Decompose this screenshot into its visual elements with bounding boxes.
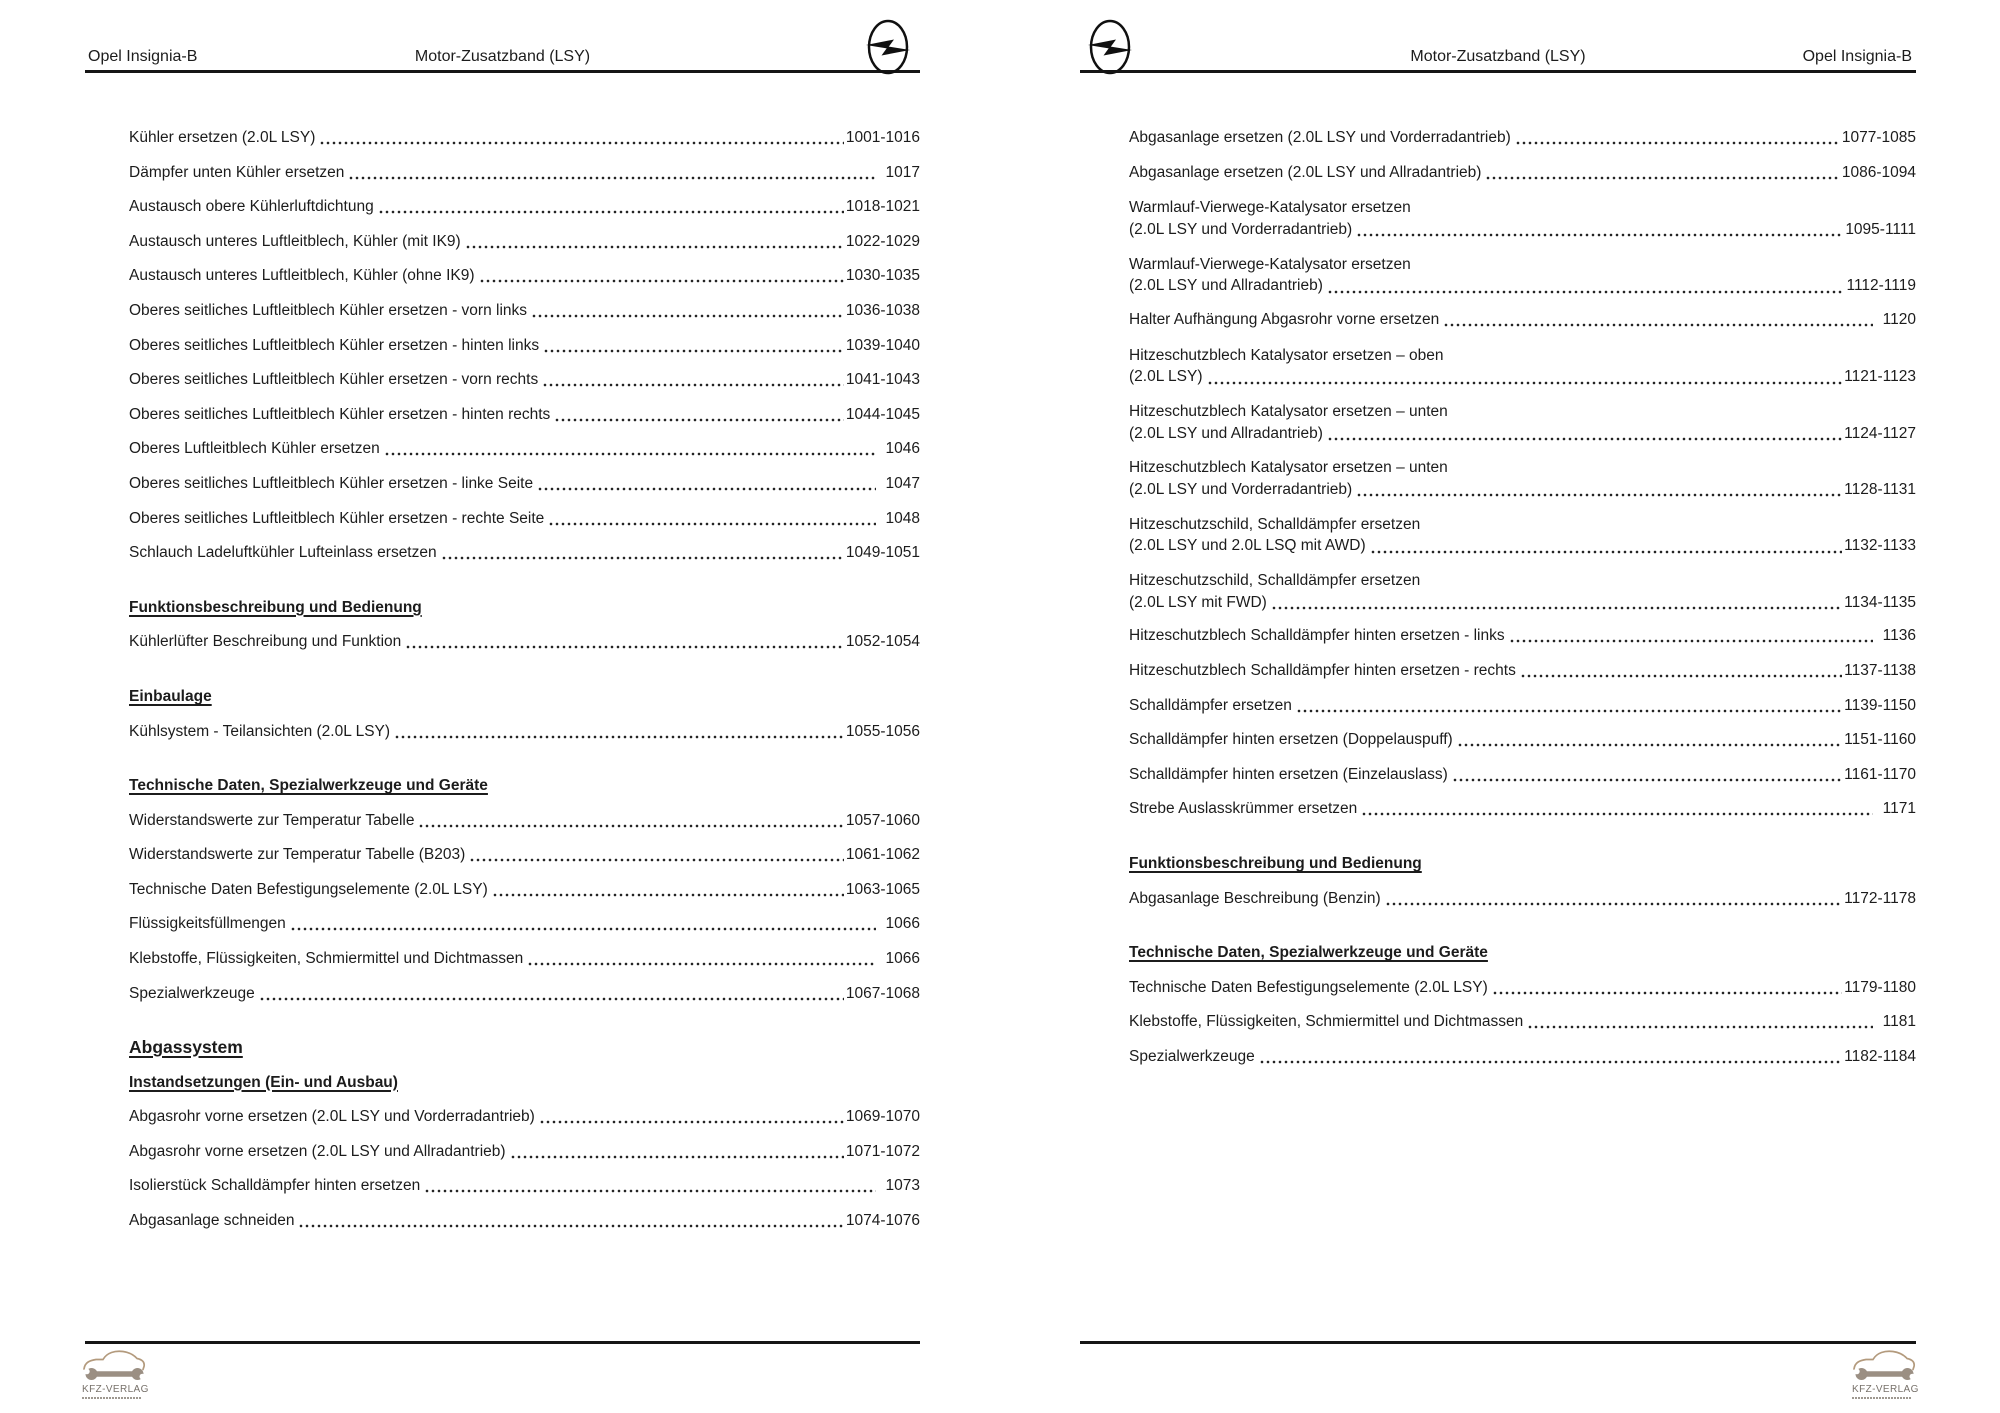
toc-entry-label: Austausch unteres Luftleitblech, Kühler (ohne IK9) xyxy=(129,267,475,285)
toc-entry-line2 xyxy=(1129,275,1916,297)
opel-logo-icon xyxy=(1088,17,1132,77)
toc-entry xyxy=(129,474,920,494)
toc-entry xyxy=(129,811,920,831)
toc-entry-label: (2.0L LSY und Vorderradantrieb) xyxy=(1129,220,1353,238)
section-heading: Technische Daten, Spezialwerkzeuge und Geräte xyxy=(1129,944,1488,962)
toc-entry xyxy=(1129,254,1916,297)
left-page-footer-rule xyxy=(85,1341,920,1344)
toc-entry-line2 xyxy=(1129,423,1916,445)
toc-leader-dots xyxy=(379,210,844,214)
toc-leader-dots xyxy=(511,1155,844,1159)
toc-entry-label: Oberes seitliches Luftleitblech Kühler ersetzen - vorn rechts xyxy=(129,371,539,389)
toc-page-number: 1041-1043 xyxy=(845,371,920,389)
toc-entry xyxy=(1129,514,1916,557)
toc-page-number: 1182-1184 xyxy=(1844,1047,1916,1065)
toc-page-number: 1057-1060 xyxy=(845,811,920,829)
right-page-footer-rule xyxy=(1080,1341,1916,1344)
toc-entry xyxy=(1129,1047,1916,1067)
toc-leader-dots xyxy=(1328,437,1842,441)
toc-page-number: 1112-1119 xyxy=(1846,277,1916,295)
toc-page-number: 1151-1160 xyxy=(1844,731,1916,749)
opel-logo-icon xyxy=(866,17,910,77)
toc-entry-label: Hitzeschutzblech Katalysator ersetzen – unten xyxy=(1129,402,1448,420)
toc-leader-dots xyxy=(1272,606,1842,610)
toc-entry xyxy=(129,632,920,652)
toc-entry-label: (2.0L LSY und Allradantrieb) xyxy=(1129,277,1323,295)
kfz-verlag-wordmark: KFZ-VERLAG xyxy=(82,1384,149,1395)
toc-leader-dots xyxy=(1486,176,1839,180)
kfz-verlag-logo xyxy=(82,1347,148,1399)
toc-entry xyxy=(1129,345,1916,388)
toc-entry-label: Spezialwerkzeuge xyxy=(1129,1047,1255,1065)
toc-entry-label: Kühlerlüfter Beschreibung und Funktion xyxy=(129,633,402,651)
toc-page-number: 1066 xyxy=(885,950,920,968)
toc-page-number: 1039-1040 xyxy=(845,336,920,354)
toc-page-number: 1172-1178 xyxy=(1844,889,1916,907)
right-page-header-rule xyxy=(1080,70,1916,73)
toc-entry-label: Schalldämpfer hinten ersetzen (Doppelauspuff) xyxy=(1129,731,1453,749)
toc-leader-dots xyxy=(1371,550,1843,554)
toc-entry xyxy=(129,439,920,459)
section-heading: Abgassystem xyxy=(129,1036,243,1057)
toc-entry xyxy=(1129,1012,1916,1032)
left-page-header-model: Opel Insignia-B xyxy=(88,48,198,65)
toc-leader-dots xyxy=(1528,1025,1872,1029)
toc-leader-dots xyxy=(299,1224,843,1228)
toc-entry-label: Abgasrohr vorne ersetzen (2.0L LSY und Vorderradantrieb) xyxy=(129,1108,535,1126)
toc-entry xyxy=(129,880,920,900)
kfz-verlag-tagline xyxy=(82,1397,142,1400)
toc-entry-label: Widerstandswerte zur Temperatur Tabelle xyxy=(129,811,415,829)
toc-leader-dots xyxy=(555,418,844,422)
toc-page-number: 1055-1056 xyxy=(845,722,920,740)
toc-leader-dots xyxy=(1458,743,1842,747)
toc-entry-label: Oberes Luftleitblech Kühler ersetzen xyxy=(129,440,380,458)
toc-entry xyxy=(129,543,920,563)
kfz-verlag-wordmark: KFZ-VERLAG xyxy=(1852,1384,1919,1395)
toc-entry-label: Flüssigkeitsfüllmengen xyxy=(129,915,286,933)
toc-leader-dots xyxy=(543,383,844,387)
toc-entry xyxy=(129,845,920,865)
toc-entry-line2 xyxy=(1129,219,1916,241)
toc-leader-dots xyxy=(425,1189,875,1193)
toc-entry-label: Abgasanlage schneiden xyxy=(129,1212,295,1230)
toc-entry xyxy=(1129,163,1916,183)
toc-entry-label: Technische Daten Befestigungselemente (2.0L LSY) xyxy=(1129,978,1488,996)
toc-page-number: 1069-1070 xyxy=(845,1108,920,1126)
toc-leader-dots xyxy=(1510,639,1873,643)
toc-leader-dots xyxy=(1208,381,1843,385)
toc-entry xyxy=(129,984,920,1004)
toc-entry xyxy=(1129,765,1916,785)
left-page-header-title: Motor-Zusatzband (LSY) xyxy=(414,48,591,65)
toc-entry xyxy=(129,1176,920,1196)
toc-entry xyxy=(1129,730,1916,750)
toc-page-number: 1052-1054 xyxy=(845,633,920,651)
toc-page-number: 1181 xyxy=(1882,1013,1916,1031)
toc-leader-dots xyxy=(1521,674,1842,678)
toc-entry-label: Strebe Auslasskrümmer ersetzen xyxy=(1129,800,1358,818)
toc-entry xyxy=(1129,310,1916,330)
toc-entry-label: Hitzeschutzblech Schalldämpfer hinten ersetzen - links xyxy=(1129,627,1505,645)
toc-entry-label: Hitzeschutzblech Katalysator ersetzen – oben xyxy=(1129,346,1444,364)
toc-leader-dots xyxy=(1328,290,1845,294)
toc-entry xyxy=(1129,661,1916,681)
toc-entry xyxy=(1129,978,1916,998)
toc-entry xyxy=(1129,889,1916,909)
toc-entry-label: Spezialwerkzeuge xyxy=(129,984,255,1002)
toc-page-number: 1001-1016 xyxy=(845,129,920,146)
toc-entry-label: Kühlsystem - Teilansichten (2.0L LSY) xyxy=(129,722,391,740)
toc-page-number: 1067-1068 xyxy=(845,984,920,1002)
toc-entry-line2 xyxy=(1129,535,1916,557)
toc-entry xyxy=(129,370,920,390)
toc-page-number: 1030-1035 xyxy=(845,267,920,285)
toc-entry xyxy=(129,128,920,148)
right-page-toc xyxy=(1129,128,1916,1082)
section-heading: Technische Daten, Spezialwerkzeuge und Geräte xyxy=(129,777,488,795)
right-page-header-title: Motor-Zusatzband (LSY) xyxy=(1410,48,1586,65)
toc-page-number: 1066 xyxy=(885,915,920,933)
toc-entry-label: Isolierstück Schalldämpfer hinten ersetzen xyxy=(129,1177,421,1195)
toc-entry-label: Klebstoffe, Flüssigkeiten, Schmiermittel und Dichtmassen xyxy=(129,950,524,968)
toc-entry-label: Austausch obere Kühlerluftdichtung xyxy=(129,198,374,216)
toc-page-number: 1073 xyxy=(885,1177,920,1195)
toc-leader-dots xyxy=(1453,778,1842,782)
toc-entry-label: Oberes seitliches Luftleitblech Kühler ersetzen - hinten links xyxy=(129,336,540,354)
kfz-verlag-tagline xyxy=(1852,1397,1912,1400)
section-heading: Einbaulage xyxy=(129,687,212,705)
toc-entry xyxy=(129,722,920,742)
right-page-header-model: Opel Insignia-B xyxy=(1802,48,1912,65)
toc-leader-dots xyxy=(1260,1060,1842,1064)
toc-entry xyxy=(1129,696,1916,716)
toc-leader-dots xyxy=(419,824,843,828)
toc-page-number: 1061-1062 xyxy=(845,846,920,864)
toc-leader-dots xyxy=(528,962,875,966)
toc-page-number: 1063-1065 xyxy=(845,880,920,898)
toc-page-number: 1134-1135 xyxy=(1844,593,1916,611)
toc-leader-dots xyxy=(406,645,844,649)
toc-page-number: 1121-1123 xyxy=(1844,368,1916,386)
toc-leader-dots xyxy=(320,141,843,145)
toc-leader-dots xyxy=(1493,991,1842,995)
toc-entry-label: Abgasanlage ersetzen (2.0L LSY und Vorderradantrieb) xyxy=(1129,129,1511,146)
toc-page-number: 1132-1133 xyxy=(1844,537,1916,555)
toc-entry-label: Widerstandswerte zur Temperatur Tabelle (B203) xyxy=(129,846,466,864)
toc-entry-label: Oberes seitliches Luftleitblech Kühler ersetzen - linke Seite xyxy=(129,474,534,492)
toc-entry-label: Dämpfer unten Kühler ersetzen xyxy=(129,163,345,181)
toc-leader-dots xyxy=(466,245,844,249)
toc-leader-dots xyxy=(532,314,844,318)
toc-leader-dots xyxy=(480,279,844,283)
toc-page-number: 1074-1076 xyxy=(845,1212,920,1230)
toc-leader-dots xyxy=(385,452,876,456)
toc-entry-label: Schlauch Ladeluftkühler Lufteinlass ersetzen xyxy=(129,544,437,562)
toc-entry xyxy=(1129,570,1916,613)
toc-entry-line2 xyxy=(1129,366,1916,388)
toc-entry xyxy=(129,914,920,934)
toc-leader-dots xyxy=(540,1120,844,1124)
toc-page-number: 1171 xyxy=(1882,800,1916,818)
toc-leader-dots xyxy=(549,522,875,526)
toc-leader-dots xyxy=(442,556,844,560)
toc-entry-label: Hitzeschutzschild, Schalldämpfer ersetzen xyxy=(1129,572,1421,590)
toc-page-number: 1077-1085 xyxy=(1841,129,1916,146)
toc-page-number: 1128-1131 xyxy=(1844,480,1916,498)
toc-entry-label: Warmlauf-Vierwege-Katalysator ersetzen xyxy=(1129,199,1411,217)
toc-entry-label: Oberes seitliches Luftleitblech Kühler ersetzen - hinten rechts xyxy=(129,405,551,423)
section-heading: Instandsetzungen (Ein- und Ausbau) xyxy=(129,1073,398,1091)
toc-entry xyxy=(1129,128,1916,148)
kfz-car-wrench-icon xyxy=(82,1347,148,1380)
toc-page-number: 1086-1094 xyxy=(1841,163,1916,181)
toc-entry-label: Abgasrohr vorne ersetzen (2.0L LSY und Allradantrieb) xyxy=(129,1142,506,1160)
toc-entry xyxy=(129,949,920,969)
toc-leader-dots xyxy=(395,735,844,739)
toc-page-number: 1022-1029 xyxy=(845,232,920,250)
toc-entry-label: (2.0L LSY mit FWD) xyxy=(1129,593,1267,611)
toc-entry-label: Hitzeschutzblech Schalldämpfer hinten ersetzen - rechts xyxy=(1129,662,1516,679)
toc-entry-label: Oberes seitliches Luftleitblech Kühler ersetzen - vorn links xyxy=(129,301,528,319)
toc-entry xyxy=(129,336,920,356)
toc-entry xyxy=(129,301,920,321)
toc-leader-dots xyxy=(538,487,875,491)
toc-entry-label: Schalldämpfer ersetzen xyxy=(1129,696,1292,714)
toc-page-number: 1136 xyxy=(1882,627,1916,645)
toc-entry-label: Oberes seitliches Luftleitblech Kühler ersetzen - rechte Seite xyxy=(129,509,545,527)
toc-leader-dots xyxy=(1297,709,1842,713)
toc-entry-label: (2.0L LSY und Allradantrieb) xyxy=(1129,424,1323,442)
toc-entry xyxy=(1129,457,1916,500)
toc-page-number: 1161-1170 xyxy=(1844,765,1916,783)
toc-page-number: 1137-1138 xyxy=(1844,662,1916,679)
toc-leader-dots xyxy=(1357,233,1843,237)
toc-entry-label: Kühler ersetzen (2.0L LSY) xyxy=(129,129,316,146)
toc-leader-dots xyxy=(493,893,844,897)
toc-entry-label: (2.0L LSY und 2.0L LSQ mit AWD) xyxy=(1129,537,1366,555)
section-heading: Funktionsbeschreibung und Bedienung xyxy=(1129,854,1422,872)
toc-entry-label: Halter Aufhängung Abgasrohr vorne ersetzen xyxy=(1129,310,1440,328)
toc-entry-label: (2.0L LSY) xyxy=(1129,368,1203,386)
toc-page-number: 1017 xyxy=(885,163,920,181)
toc-entry xyxy=(129,1107,920,1127)
section-heading: Funktionsbeschreibung und Bedienung xyxy=(129,598,422,616)
toc-page-number: 1018-1021 xyxy=(845,198,920,216)
toc-leader-dots xyxy=(1357,493,1842,497)
toc-page-number: 1036-1038 xyxy=(845,301,920,319)
toc-leader-dots xyxy=(1386,902,1843,906)
toc-page-number: 1139-1150 xyxy=(1844,696,1916,714)
toc-entry-label: Abgasanlage Beschreibung (Benzin) xyxy=(1129,889,1381,907)
toc-entry xyxy=(129,266,920,286)
toc-leader-dots xyxy=(470,858,844,862)
toc-entry xyxy=(129,509,920,529)
toc-entry-label: Technische Daten Befestigungselemente (2.0L LSY) xyxy=(129,880,488,898)
toc-page-number: 1124-1127 xyxy=(1844,424,1916,442)
toc-entry xyxy=(129,232,920,252)
toc-entry-label: Hitzeschutzblech Katalysator ersetzen – unten xyxy=(1129,459,1448,477)
toc-entry xyxy=(129,1142,920,1162)
toc-leader-dots xyxy=(349,176,875,180)
toc-entry-label: Hitzeschutzschild, Schalldämpfer ersetzen xyxy=(1129,515,1421,533)
toc-entry xyxy=(1129,197,1916,240)
toc-entry xyxy=(129,197,920,217)
toc-leader-dots xyxy=(1516,141,1840,145)
toc-entry-label: Klebstoffe, Flüssigkeiten, Schmiermittel und Dichtmassen xyxy=(1129,1013,1524,1031)
toc-leader-dots xyxy=(1444,323,1872,327)
left-page-header-rule xyxy=(85,70,920,73)
kfz-verlag-logo xyxy=(1852,1347,1918,1399)
toc-entry xyxy=(1129,626,1916,646)
toc-entry-label: Austausch unteres Luftleitblech, Kühler (mit IK9) xyxy=(129,232,461,250)
toc-entry-label: (2.0L LSY und Vorderradantrieb) xyxy=(1129,480,1353,498)
toc-entry xyxy=(129,405,920,425)
toc-leader-dots xyxy=(291,927,876,931)
toc-entry-label: Abgasanlage ersetzen (2.0L LSY und Allradantrieb) xyxy=(1129,163,1482,181)
toc-page-number: 1120 xyxy=(1882,310,1916,328)
toc-entry-line2 xyxy=(1129,592,1916,614)
toc-page-number: 1179-1180 xyxy=(1844,978,1916,996)
toc-page-number: 1047 xyxy=(885,474,920,492)
toc-entry xyxy=(1129,799,1916,819)
toc-entry xyxy=(129,1211,920,1231)
toc-page-number: 1049-1051 xyxy=(845,544,920,562)
toc-leader-dots xyxy=(1362,812,1872,816)
toc-page-number: 1048 xyxy=(885,509,920,527)
toc-entry-line2 xyxy=(1129,479,1916,501)
toc-leader-dots xyxy=(260,997,844,1001)
toc-entry-label: Warmlauf-Vierwege-Katalysator ersetzen xyxy=(1129,255,1411,273)
toc-page-number: 1046 xyxy=(885,440,920,458)
toc-entry xyxy=(129,163,920,183)
toc-page-number: 1044-1045 xyxy=(845,405,920,423)
toc-page-number: 1071-1072 xyxy=(845,1142,920,1160)
toc-entry-label: Schalldämpfer hinten ersetzen (Einzelauslass) xyxy=(1129,765,1448,783)
left-page-toc xyxy=(129,128,920,1246)
kfz-car-wrench-icon xyxy=(1852,1347,1918,1380)
toc-leader-dots xyxy=(544,349,844,353)
toc-page-number: 1095-1111 xyxy=(1845,220,1916,238)
toc-entry xyxy=(1129,401,1916,444)
